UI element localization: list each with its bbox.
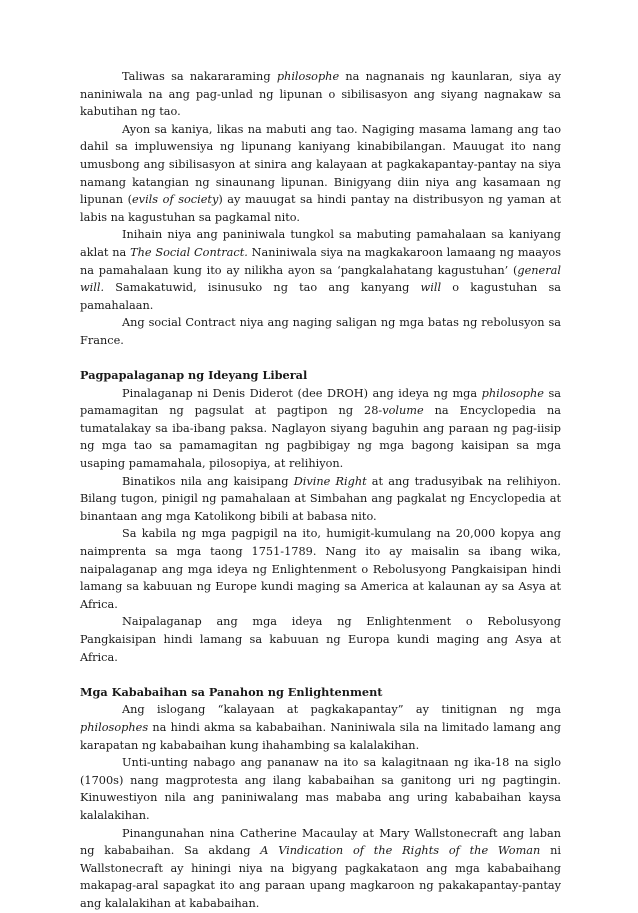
italic-text: philosophe: [276, 70, 340, 83]
text-run: Naniniwala siya na magkakaroon lamaang ng maayos na pamahalaan kung ito ay nilikha ayon sa ‘pangkalahatang kagustuhan’ (: [80, 245, 561, 277]
italic-text: A Vindication of the Rights of the Woman: [260, 844, 541, 858]
text-run: Taliwas sa nakararaming: [122, 70, 277, 83]
italic-text: will: [420, 281, 442, 295]
body-paragraph: [80, 473, 561, 526]
text-run: sa pamamagitan ng pagsulat at pagtipon ng 28-: [80, 386, 562, 418]
text-run: Binatikos nila ang kaisipang: [122, 474, 294, 488]
italic-text: Divine Right: [293, 474, 367, 488]
text-run: Ang social Contract niya ang naging saligan ng mga batas ng rebolusyon sa France.: [80, 316, 561, 347]
body-paragraph: [80, 385, 561, 473]
text-run: Unti-unting nabago ang pananaw na ito sa kalagitnaan ng ika-18 na siglo (1700s) nang magprotesta ang ilang kababaihan sa ganitong uri ng pagtingin. Kinuwestiyon nila ang paniniwalang mas mababa ang uring kababaihan kaysa kalalakihan.: [80, 756, 561, 822]
section-heading: Mga Kababaihan sa Panahon ng Enlightenment: [80, 684, 383, 699]
body-paragraph: [80, 226, 561, 314]
section-heading: Pagpapalaganap ng Ideyang Liberal: [80, 368, 308, 383]
italic-text: evils of society: [132, 193, 219, 207]
text-run: at ang tradusyibak na relihiyon. Bilang tugon, pinigil ng pamahalaan at Simbahan ang pagkalat ng Encyclopedia at binantaan ang mga Katolikong bibili at babasa nito.: [80, 474, 561, 523]
italic-text: general will.: [80, 263, 561, 295]
text-run: Naipalaganap ang mga ideya ng Enlightenment o Rebolusyong Pangkaisipan hindi lamang sa kabuuan ng Europa kundi maging ang Asya at Africa.: [80, 615, 561, 664]
text-run: Inihain niya ang paniniwala tungkol sa mabuting pamahalaan sa kaniyang aklat na: [80, 228, 561, 259]
text-run: Sa kabila ng mga pagpigil na ito, humigit-kumulang na 20,000 kopya ang naimprenta sa mga taong 1751-1789. Nang ito ay maisalin sa ibang wika, naipalaganap ang mga ideya ng Enlightenment o Rebolusyong Pangkaisipan hindi lamang sa kabuuan ng Europe kundi maging sa America at kalaunan ay sa Asya at Africa.: [80, 527, 561, 611]
body-paragraph: [80, 68, 561, 121]
body-paragraph: [80, 754, 561, 824]
body-paragraph: [80, 613, 561, 666]
text-run: Samakatuwid, isinusuko ng tao ang kanyang: [104, 281, 421, 295]
text-run: Pinangunahan nina Catherine Macaulay at Mary Wallstonecraft ang laban ng kababaihan. Sa akdang: [80, 826, 561, 858]
text-run: o kagustuhan sa pamahalaan.: [80, 281, 561, 312]
body-paragraph: [80, 701, 561, 754]
body-paragraph: [80, 121, 561, 227]
body-paragraph: [80, 525, 561, 613]
italic-text: philosophe: [481, 386, 544, 400]
text-run: na Encyclopedia na tumatalakay sa iba-ibang paksa. Naglayon siyang baguhin ang paraan ng pag-iisip ng mga tao sa pamamagitan ng pagbibigay ng mga bagong kaisipan sa mga usaping pamamahala, pilosopiya, at relihiyon.: [80, 404, 561, 471]
text-run: na hindi akma sa kababaihan. Naniniwala sila na limitado lamang ang karapatan ng kababaihan kung ihahambing sa kalalakihan.: [80, 720, 561, 752]
text-run: Pinalaganap ni Denis Diderot (dee DROH) ang ideya ng mga: [122, 386, 482, 400]
text-run: Ang islogang “kalayaan at pagkakapantay” ay tinitignan ng mga: [122, 703, 561, 717]
text-run: ni Wallstonecraft ay hiningi niya na bigyang pagkakataon ang mga kababaihang makapag-aral sapagkat ito ang paraan upang magkaroon ng pakakapantay-pantay ang kalalakihan at kababaihan.: [80, 844, 562, 910]
italic-text: The Social Contract.: [130, 245, 248, 259]
document-page: [80, 68, 561, 913]
body-paragraph: [80, 314, 561, 349]
italic-text: philosophes: [80, 720, 149, 734]
text-run: ) ay mauugat sa hindi pantay na distribusyon ng yaman at labis na kagustuhan sa pagkamal nito.: [80, 193, 561, 224]
italic-text: volume: [382, 404, 424, 418]
text-run: na nagnanais ng kaunlaran, siya ay naniniwala na ang pag-unlad ng lipunan o sibilisasyon ang siyang nagnakaw sa kabutihan ng tao.: [80, 70, 561, 119]
body-paragraph: [80, 825, 561, 913]
text-run: Ayon sa kaniya, likas na mabuti ang tao. Nagiging masama lamang ang tao dahil sa impluwensiya ng lipunang kaniyang kinabibilangan. Mauugat ito nang umusbong ang sibilisasyon at sinira ang kalayaan at pagkakapantay-pantay na siya namang katangian ng sinaunang lipunan. Binigyang diin niya ang kasamaan ng lipunan (: [80, 122, 561, 207]
